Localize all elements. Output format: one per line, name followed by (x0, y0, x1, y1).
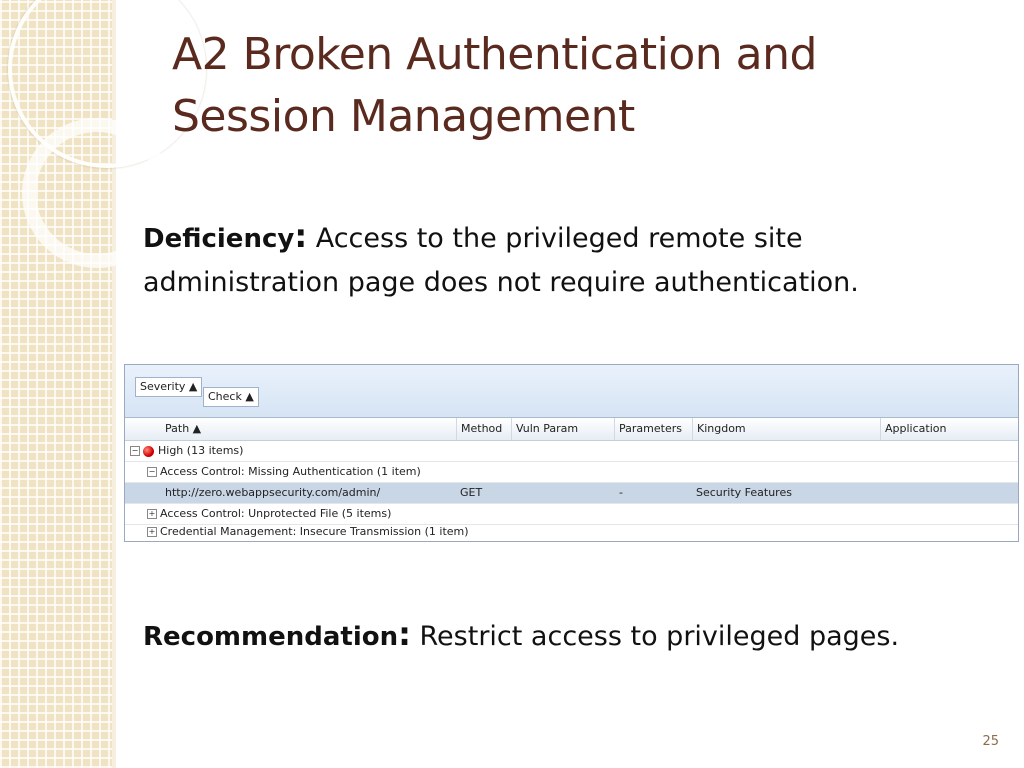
grouping-bar (125, 365, 1018, 418)
recommendation-text: Restrict access to privileged pages. (410, 621, 900, 652)
column-path[interactable]: Path ▲ (165, 422, 202, 435)
expand-toggle-icon[interactable]: + (148, 527, 156, 536)
title-line-2: Session Management (172, 91, 635, 142)
column-header-row (125, 418, 1018, 441)
cell-parameters: - (619, 486, 623, 499)
table-row-admin[interactable] (125, 483, 1018, 504)
deficiency-paragraph (143, 214, 1003, 305)
column-parameters[interactable]: Parameters (614, 418, 682, 440)
deficiency-text: Access to the privileged remote site administration page does not require authentication. (143, 223, 859, 298)
deficiency-label: Deficiency (143, 224, 295, 254)
collapse-toggle-icon[interactable]: − (131, 446, 139, 455)
collapse-toggle-icon[interactable]: − (148, 467, 156, 476)
severity-group-chip[interactable]: Severity ▲ (135, 377, 202, 397)
cell-kingdom: Security Features (696, 486, 792, 499)
recommendation-label: Recommendation (143, 622, 399, 652)
tree-row-insecure-transmission[interactable] (125, 522, 1018, 542)
deficiency-colon: : (294, 217, 308, 255)
tree-row-missing-auth[interactable] (125, 462, 1018, 483)
title-line-1: A2 Broken Authentication and (172, 29, 817, 80)
recommendation-paragraph (143, 612, 1003, 659)
recommendation-colon: : (398, 615, 411, 653)
expand-toggle-icon[interactable]: + (148, 509, 156, 518)
row-label: Credential Management: Insecure Transmission (1 item) (160, 525, 469, 538)
scan-results-screenshot (124, 364, 1019, 542)
cell-path: http://zero.webappsecurity.com/admin/ (165, 486, 381, 499)
slide-title (172, 24, 992, 148)
column-application[interactable]: Application (880, 418, 946, 440)
high-severity-icon (143, 446, 154, 457)
row-label: Access Control: Missing Authentication (1 item) (160, 465, 421, 478)
column-vuln-param[interactable]: Vuln Param (511, 418, 578, 440)
row-label: High (13 items) (158, 444, 244, 457)
row-label: Access Control: Unprotected File (5 items) (160, 507, 392, 520)
check-group-chip[interactable]: Check ▲ (203, 387, 259, 407)
page-number: 25 (982, 734, 999, 749)
column-method[interactable]: Method (456, 418, 502, 440)
column-kingdom[interactable]: Kingdom (692, 418, 746, 440)
tree-row-high[interactable] (125, 441, 1018, 462)
cell-method: GET (460, 486, 483, 499)
